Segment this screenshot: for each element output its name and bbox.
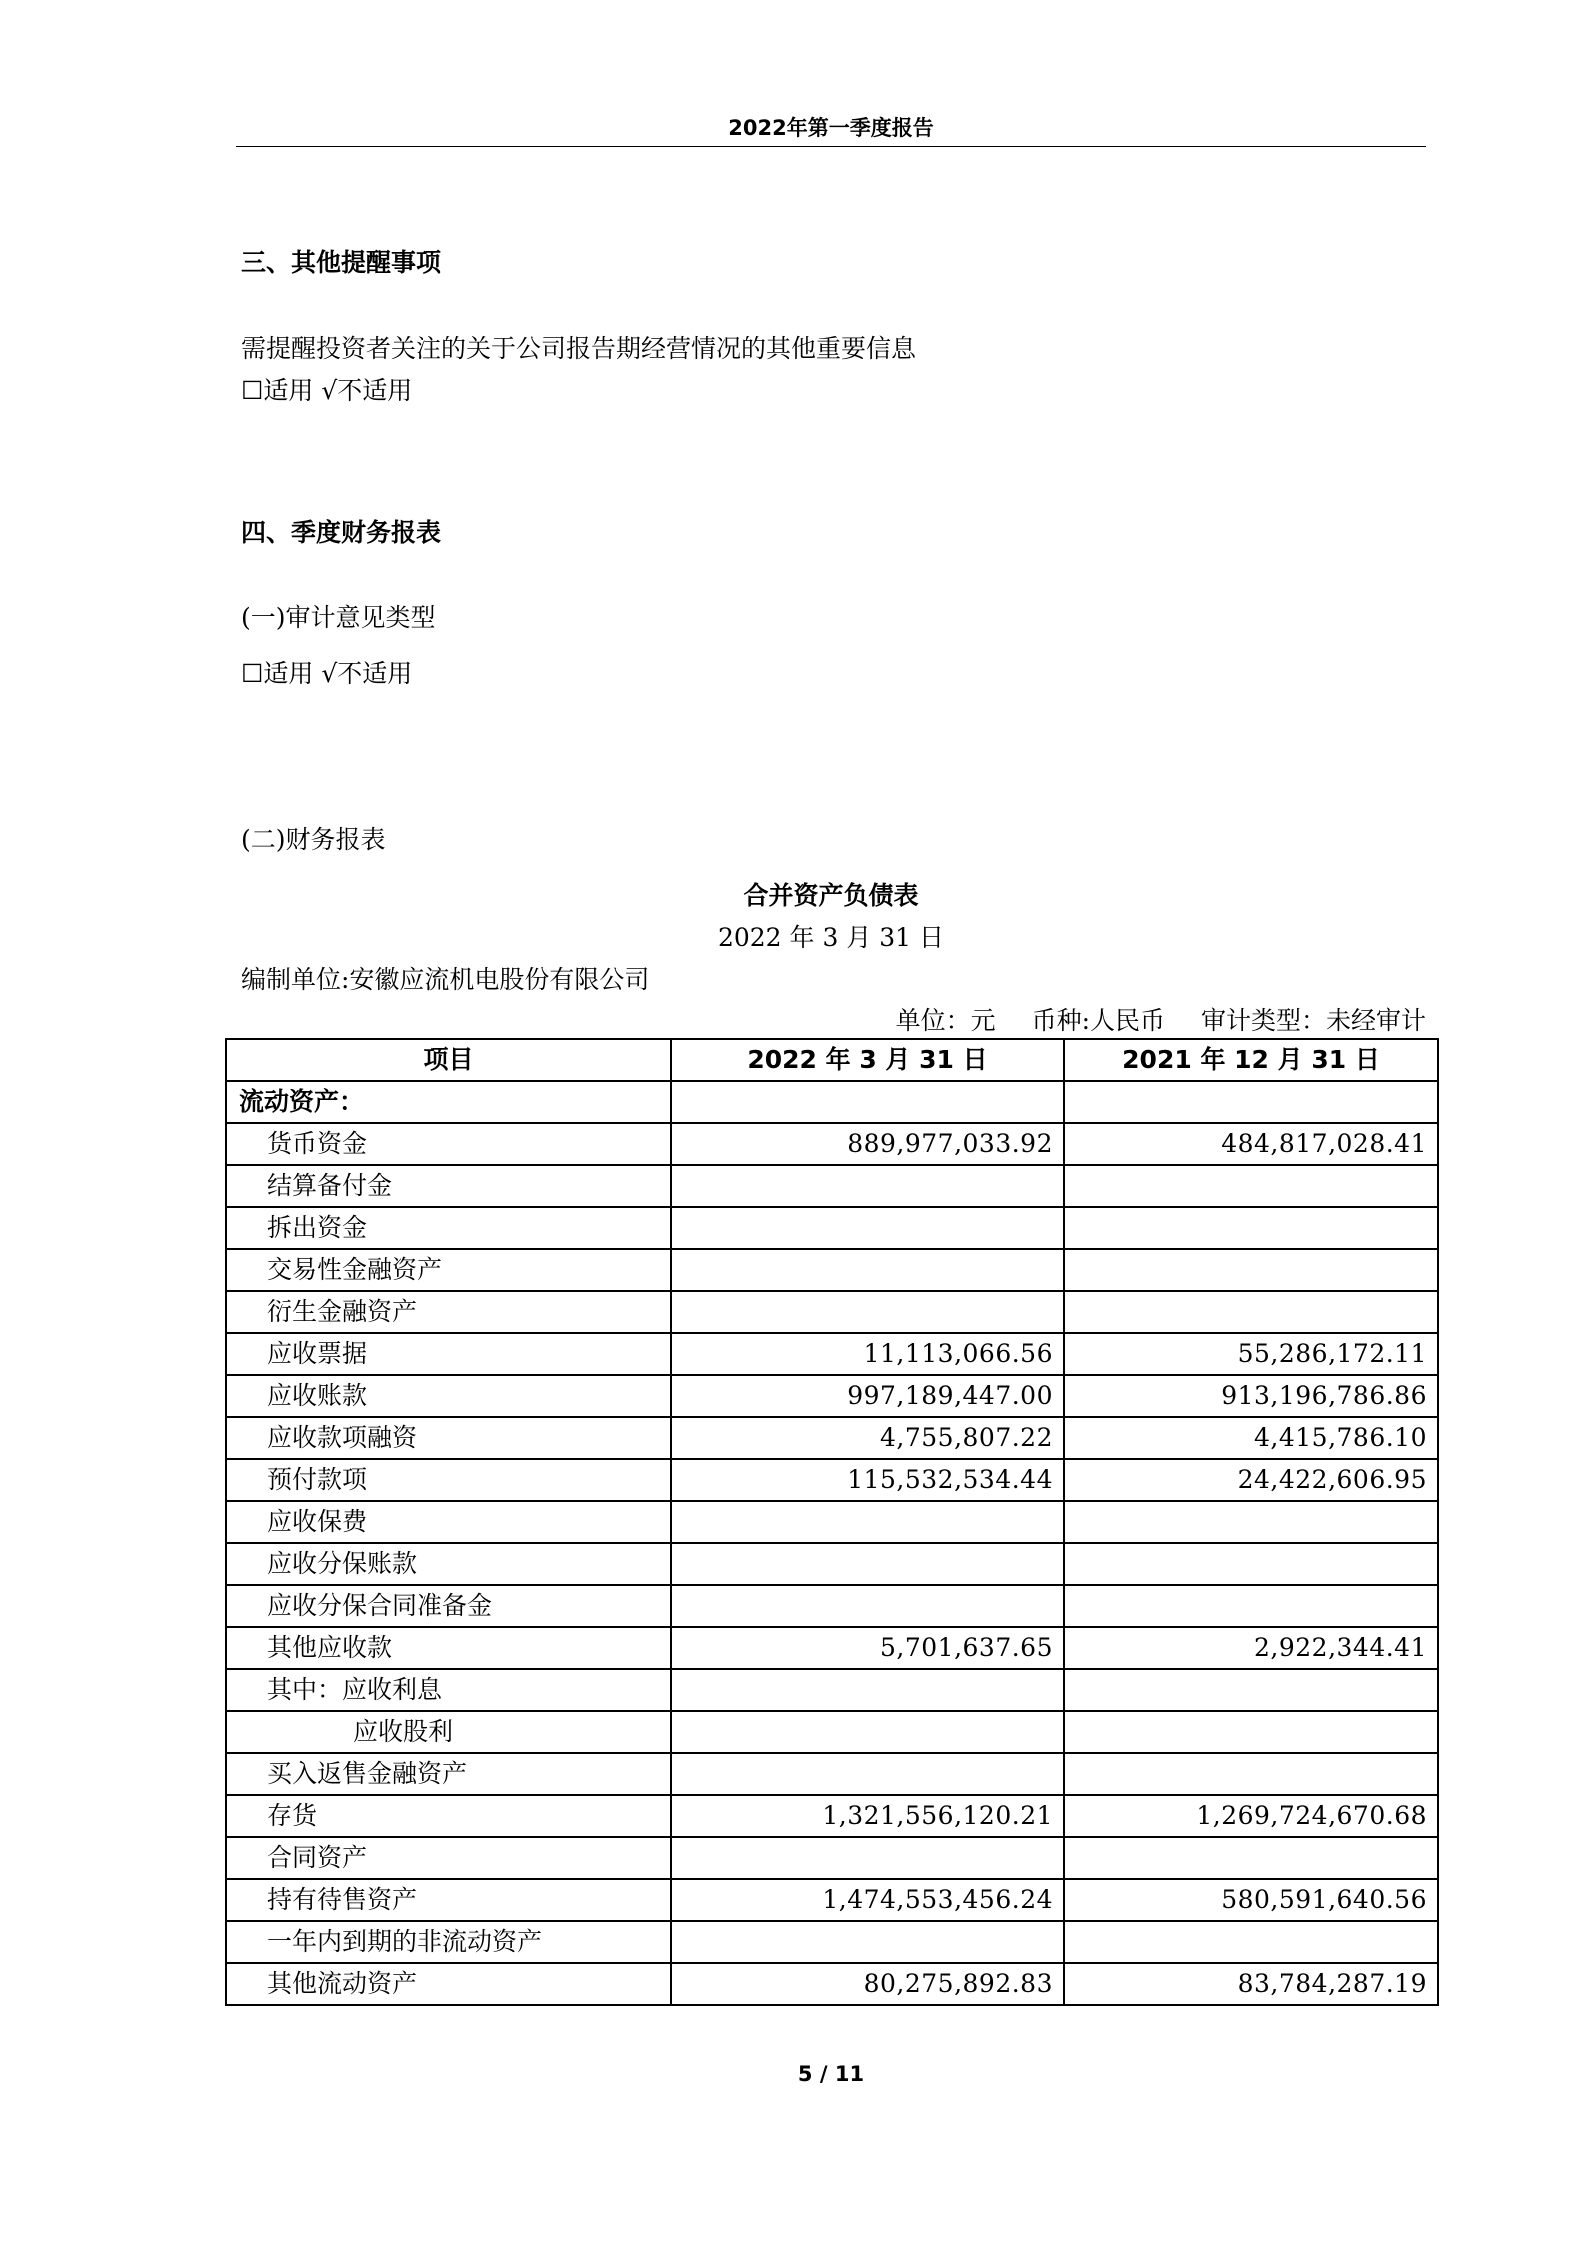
audit-opinion-subheading: (一)审计意见类型 [241, 603, 436, 632]
row-value-prior [1064, 1207, 1438, 1249]
table-row [226, 1207, 1438, 1249]
table-date: 2022 年 3 月 31 日 [717, 923, 945, 952]
row-label: 衍生金融资产 [226, 1291, 671, 1333]
section-4-heading: 四、季度财务报表 [241, 518, 442, 547]
column-header-current-date: 2022 年 3 月 31 日 [671, 1039, 1064, 1081]
row-label: 存货 [226, 1795, 671, 1837]
row-value-current [671, 1837, 1064, 1879]
row-value-prior [1064, 1921, 1438, 1963]
row-value-current [671, 1543, 1064, 1585]
table-row [226, 1459, 1438, 1501]
row-value-current: 11,113,066.56 [671, 1333, 1064, 1375]
row-value-current: 4,755,807.22 [671, 1417, 1064, 1459]
row-label: 应收分保合同准备金 [226, 1585, 671, 1627]
table-row [226, 1417, 1438, 1459]
row-value-current [671, 1669, 1064, 1711]
row-label: 其他应收款 [226, 1627, 671, 1669]
row-value-prior: 2,922,344.41 [1064, 1627, 1438, 1669]
row-value-prior [1064, 1291, 1438, 1333]
table-row [226, 1837, 1438, 1879]
row-value-prior: 913,196,786.86 [1064, 1375, 1438, 1417]
row-label: 持有待售资产 [226, 1879, 671, 1921]
row-value-current [671, 1207, 1064, 1249]
row-value-prior [1064, 1837, 1438, 1879]
row-value-prior [1064, 1543, 1438, 1585]
row-label: 应收票据 [226, 1333, 671, 1375]
table-row [226, 1123, 1438, 1165]
row-label: 合同资产 [226, 1837, 671, 1879]
row-value-prior [1064, 1585, 1438, 1627]
row-value-current [671, 1753, 1064, 1795]
row-label: 一年内到期的非流动资产 [226, 1921, 671, 1963]
row-label: 其他流动资产 [226, 1963, 671, 2005]
row-label: 结算备付金 [226, 1165, 671, 1207]
row-value-prior: 1,269,724,670.68 [1064, 1795, 1438, 1837]
table-row [226, 1627, 1438, 1669]
column-header-prior-date: 2021 年 12 月 31 日 [1064, 1039, 1438, 1081]
table-row [226, 1963, 1438, 2005]
preparer-line: 编制单位:安徽应流机电股份有限公司 [241, 965, 650, 994]
audit-type-label: 审计类型：未经审计 [1200, 1006, 1426, 1035]
row-label: 货币资金 [226, 1123, 671, 1165]
row-value-current: 1,321,556,120.21 [671, 1795, 1064, 1837]
row-value-current: 1,474,553,456.24 [671, 1879, 1064, 1921]
row-label: 应收款项融资 [226, 1417, 671, 1459]
row-value-prior [1064, 1165, 1438, 1207]
row-value-current: 115,532,534.44 [671, 1459, 1064, 1501]
row-value-current [671, 1081, 1064, 1123]
row-value-current: 889,977,033.92 [671, 1123, 1064, 1165]
row-label: 应收保费 [226, 1501, 671, 1543]
row-label: 其中：应收利息 [226, 1669, 671, 1711]
row-value-current: 80,275,892.83 [671, 1963, 1064, 2005]
table-row [226, 1375, 1438, 1417]
table-row [226, 1879, 1438, 1921]
row-value-prior: 484,817,028.41 [1064, 1123, 1438, 1165]
unit-label: 单位：元 [895, 1006, 996, 1035]
row-value-current [671, 1165, 1064, 1207]
table-title: 合并资产负债表 [743, 881, 919, 910]
row-label: 买入返售金融资产 [226, 1753, 671, 1795]
table-row [226, 1753, 1438, 1795]
row-value-current: 5,701,637.65 [671, 1627, 1064, 1669]
page-header-title: 2022年第一季度报告 [728, 116, 934, 140]
table-row [226, 1249, 1438, 1291]
row-value-prior: 55,286,172.11 [1064, 1333, 1438, 1375]
row-label: 拆出资金 [226, 1207, 671, 1249]
row-value-current: 997,189,447.00 [671, 1375, 1064, 1417]
table-row [226, 1543, 1438, 1585]
row-label: 预付款项 [226, 1459, 671, 1501]
row-value-prior: 24,422,606.95 [1064, 1459, 1438, 1501]
column-header-item: 项目 [226, 1039, 671, 1081]
table-row [226, 1291, 1438, 1333]
table-row [226, 1501, 1438, 1543]
row-value-current [671, 1585, 1064, 1627]
section-3-text: 需提醒投资者关注的关于公司报告期经营情况的其他重要信息 [241, 334, 917, 363]
audit-opinion-option: ☐适用 √不适用 [241, 659, 413, 688]
row-value-current [671, 1249, 1064, 1291]
row-value-current [671, 1711, 1064, 1753]
row-value-prior [1064, 1753, 1438, 1795]
table-row [226, 1795, 1438, 1837]
row-value-current [671, 1921, 1064, 1963]
table-row [226, 1921, 1438, 1963]
row-value-prior: 83,784,287.19 [1064, 1963, 1438, 2005]
row-value-current [671, 1291, 1064, 1333]
row-label: 应收股利 [226, 1711, 671, 1753]
table-row [226, 1669, 1438, 1711]
row-value-prior [1064, 1501, 1438, 1543]
row-label: 流动资产： [226, 1081, 671, 1123]
row-label: 交易性金融资产 [226, 1249, 671, 1291]
row-value-prior: 580,591,640.56 [1064, 1879, 1438, 1921]
table-row [226, 1711, 1438, 1753]
table-row [226, 1165, 1438, 1207]
row-label: 应收账款 [226, 1375, 671, 1417]
balance-sheet-table [225, 1038, 1439, 2006]
financial-statements-subheading: (二)财务报表 [241, 825, 386, 854]
row-value-prior [1064, 1249, 1438, 1291]
currency-label: 币种:人民币 [1031, 1006, 1166, 1035]
row-label: 应收分保账款 [226, 1543, 671, 1585]
table-row [226, 1333, 1438, 1375]
table-header-row [226, 1039, 1438, 1081]
section-3-heading: 三、其他提醒事项 [241, 248, 442, 277]
row-value-current [671, 1501, 1064, 1543]
row-value-prior [1064, 1081, 1438, 1123]
section-3-option: ☐适用 √不适用 [241, 376, 413, 405]
row-value-prior [1064, 1669, 1438, 1711]
table-row [226, 1585, 1438, 1627]
row-value-prior: 4,415,786.10 [1064, 1417, 1438, 1459]
unit-line [868, 1001, 1426, 1037]
page-number: 5 / 11 [797, 2062, 865, 2086]
header-divider [236, 146, 1426, 147]
row-value-prior [1064, 1711, 1438, 1753]
table-row [226, 1081, 1438, 1123]
